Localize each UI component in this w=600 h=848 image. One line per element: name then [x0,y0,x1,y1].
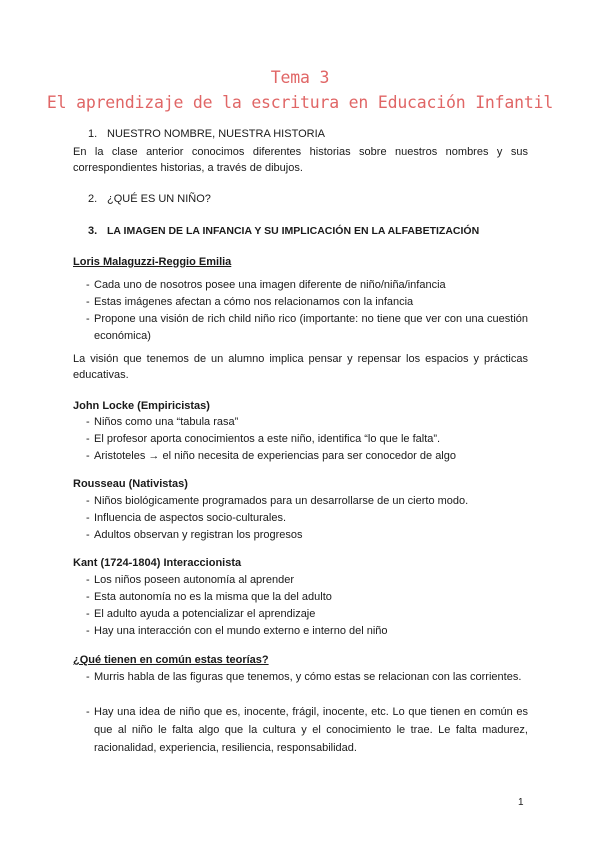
list-item: - Esta autonomía no es la misma que la del adulto [86,591,332,603]
section-2-heading: ¿QUÉ ES UN NIÑO? [107,193,211,205]
rousseau-heading: Rousseau (Nativistas) [73,478,188,490]
section-1-number: 1. [88,128,98,140]
section-1-heading: NUESTRO NOMBRE, NUESTRA HISTORIA [107,128,325,140]
list-item: - Hay una interacción con el mundo externo e interno del niño [86,625,388,637]
list-item: - Murris habla de las figuras que tenemos, y cómo estas se relacionan con las corrientes. [86,671,522,683]
list-item: - Adultos observan y registran los progresos [86,529,303,541]
list-item: - Niños biológicamente programados para un desarrollarse de un cierto modo. [86,495,469,507]
list-item: - Influencia de aspectos socio-culturales. [86,512,286,524]
common-heading: ¿Qué tienen en común estas teorías? [73,654,269,666]
section-1-paragraph: En la clase anterior conocimos diferentes historias sobre nuestros nombres y sus correspondientes historias, a través de dibujos. [73,146,528,174]
list-item: - Propone una visión de rich child niño rico (importante: no tiene que ver con una cuestión económica) [86,313,528,342]
list-item: - Estas imágenes afectan a cómo nos relacionamos con la infancia [86,296,414,308]
list-item: - Aristoteles → el niño necesita de experiencias para ser conocedor de algo [86,450,456,462]
section-3-heading: LA IMAGEN DE LA INFANCIA Y SU IMPLICACIÓN EN LA ALFABETIZACIÓN [107,225,480,237]
malaguzzi-heading: Loris Malaguzzi-Reggio Emilia [73,256,232,268]
malaguzzi-paragraph: La visión que tenemos de un alumno implica pensar y repensar los espacios y prácticas educativas. [73,353,528,381]
kant-heading: Kant (1724-1804) Interaccionista [73,557,242,569]
section-2-number: 2. [88,193,98,205]
list-item: - El adulto ayuda a potencializar el aprendizaje [86,608,316,620]
page-number: 1 [518,797,524,808]
locke-heading: John Locke (Empiricistas) [73,400,210,412]
list-item: - Cada uno de nosotros posee una imagen diferente de niño/niña/infancia [86,279,446,291]
document-subtitle: El aprendizaje de la escritura en Educación Infantil [46,93,554,112]
list-item: - Niños como una “tabula rasa” [86,416,239,428]
list-item: - El profesor aporta conocimientos a este niño, identifica “lo que le falta”. [86,433,441,445]
list-item: - Los niños poseen autonomía al aprender [86,574,294,586]
list-item: - Hay una idea de niño que es, inocente, frágil, inocente, etc. Lo que tienen en común es que al niño le falta algo que la cultura y el conocimiento le trae. Le falta madurez, racionalidad, experiencia, resiliencia, responsabilidad. [86,706,528,754]
section-3-number: 3. [88,225,98,237]
topic-title: Tema 3 [270,68,330,87]
